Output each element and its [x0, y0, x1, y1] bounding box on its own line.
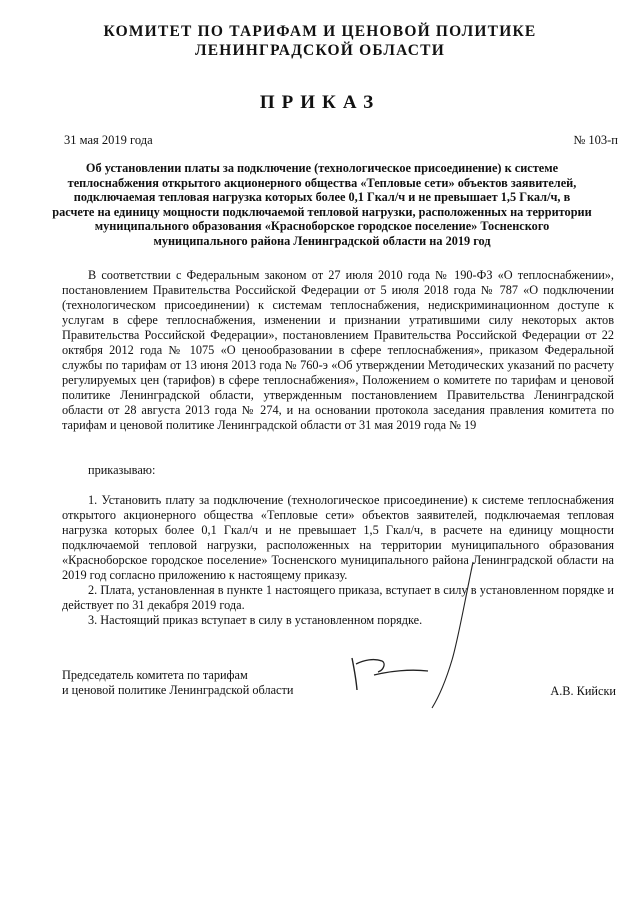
- handwritten-signature: [330, 560, 480, 710]
- order-item-3: 3. Настоящий приказ вступает в силу в установленном порядке.: [88, 613, 423, 627]
- preamble-paragraph: В соответствии с Федеральным законом от 27 июля 2010 года № 190-ФЗ «О теплоснабжении», постановлением Правительства Российской Федерации от 5 июля 2018 года № 787 «О подключении (технологическом присоединении) к системам теплоснабжения, недискриминационном доступе к услугам в сфере теплоснабжения, изменении и признании утратившими силу некоторых актов Правительства Российской Федерации», постановлением Правительства Российской Федерации от 22 октября 2012 года № 1075 «О ценообразовании в сфере теплоснабжения», приказом Федеральной службы по тарифам от 13 июня 2013 года № 760-э «Об утверждении Методических указаний по расчету регулируемых цен (тарифов) в сфере теплоснабжения», Положением о комитете по тарифам и ценовой политике Ленинградской области, утвержденным постановлением Правительства Ленинградской области от 28 августа 2013 года № 274, и на основании протокола заседания правления комитета по тарифам и ценовой политике Ленинградской области от 31 мая 2019 года № 19: [62, 268, 614, 432]
- org-line-1: КОМИТЕТ ПО ТАРИФАМ И ЦЕНОВОЙ ПОЛИТИКЕ: [103, 23, 537, 40]
- order-item-2: 2. Плата, установленная в пункте 1 настоящего приказа, вступает в силу в установленном порядке и действует по 31 декабря 2019 года.: [62, 583, 614, 612]
- signatory-position-line-1: Председатель комитета по тарифам: [62, 668, 248, 682]
- org-line-2: ЛЕНИНГРАДСКОЙ ОБЛАСТИ: [195, 42, 445, 59]
- document-type: ПРИКАЗ: [259, 92, 381, 113]
- document-title: Об установлении платы за подключение (технологическое присоединение) к системе теплоснабжения открытого акционерного общества «Тепловые сети» объектов заявителей, подключаемая тепловая нагрузка которых более 0,1 Гкал/ч и не превышает 1,5 Гкал/ч, в расчете на единицу мощности подключаемой тепловой нагрузки, расположенных на территории муниципального образования «Красноборское городское поселение» Тосненского муниципального района Ленинградской области на 2019 год: [52, 161, 592, 248]
- order-word: приказываю:: [88, 463, 156, 477]
- signatory-position: [62, 668, 293, 698]
- signatory-name: А.В. Кийски: [550, 684, 616, 698]
- order-item-1: 1. Установить плату за подключение (технологическое присоединение) к системе теплоснабжения открытого акционерного общества «Тепловые сети» объектов заявителей, подключаемая тепловая нагрузка которых более 0,1 Гкал/ч и не превышает 1,5 Гкал/ч, в расчете на единицу мощности подключаемой тепловой нагрузки, расположенных на территории муниципального образования «Красноборское городское поселение» Тосненского муниципального района Ленинградской области на 2019 год согласно приложению к настоящему приказу.: [62, 493, 614, 582]
- document-date: 31 мая 2019 года: [64, 133, 153, 147]
- document-number: № 103-п: [573, 133, 618, 147]
- signatory-position-line-2: и ценовой политике Ленинградской области: [62, 683, 294, 697]
- organization-header: [0, 22, 640, 60]
